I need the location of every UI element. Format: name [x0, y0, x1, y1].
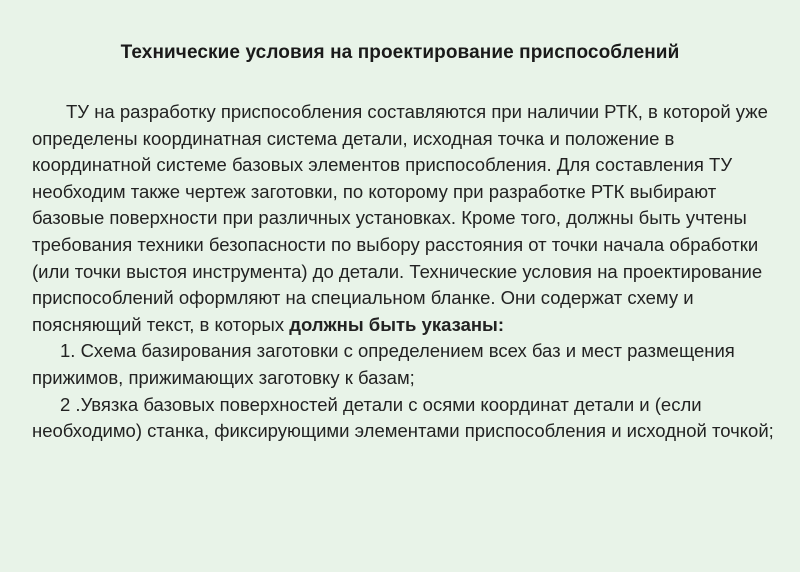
- intro-paragraph: [32, 99, 782, 338]
- list-item-1: 1. Схема базирования заготовки с определением всех баз и мест размещения прижимов, прижимающих заготовку к базам;: [32, 340, 735, 388]
- slide-title: Технические условия на проектирование приспособлений: [120, 42, 680, 63]
- intro-text: ТУ на разработку приспособления составляются при наличии РТК, в которой уже определены координатная система детали, исходная точка и положение в координатной системе базовых элементов приспособления. Для составления ТУ необходим также чертеж заготовки, по которому при разработке РТК выбирают базовые поверхности при различных установках. Кроме того, должны быть учтены требования техники безопасности по выбору расстояния от точки начала обработки (или точки выстоя инструмента) до детали. Технические условия на проектирование приспособлений оформляют на специальном бланке. Они содержат схему и поясняющий текст, в которых: [32, 101, 768, 335]
- slide-body: [32, 99, 782, 445]
- list-item-2: 2 .Увязка базовых поверхностей детали с осями координат детали и (если необходимо) станка, фиксирующими элементами приспособления и исходной точкой;: [32, 393, 774, 442]
- intro-emphasis: должны быть указаны:: [289, 313, 505, 335]
